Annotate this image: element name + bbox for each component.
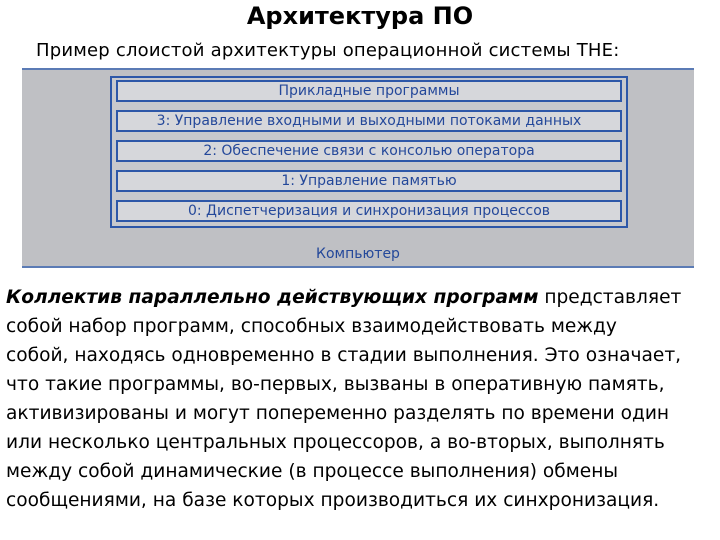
paragraph-line-6: или несколько центральных процессоров, а во-вторых, выполнять bbox=[6, 432, 665, 453]
paragraph-line-7: между собой динамические (в процессе выполнения) обмены bbox=[6, 461, 619, 482]
emphasized-term: Коллектив параллельно действующих программ bbox=[6, 287, 539, 308]
paragraph-line-8: сообщениями, на базе которых производиться их синхронизация. bbox=[6, 490, 660, 511]
layer-3-io-streams: 3: Управление входными и выходными потоками данных bbox=[116, 110, 622, 132]
slide-subtitle: Пример слоистой архитектуры операционной системы THE: bbox=[36, 40, 620, 61]
paragraph-line-5: активизированы и могут попеременно разделять по времени один bbox=[6, 403, 670, 424]
layer-0-process-scheduling: 0: Диспетчеризация и синхронизация процессов bbox=[116, 200, 622, 222]
layer-2-operator-console: 2: Обеспечение связи с консолью оператора bbox=[116, 140, 622, 162]
body-paragraph bbox=[6, 283, 718, 515]
layer-1-memory-management: 1: Управление памятью bbox=[116, 170, 622, 192]
paragraph-line-2: собой набор программ, способных взаимодействовать между bbox=[6, 316, 617, 337]
layer-application-programs: Прикладные программы bbox=[116, 80, 622, 102]
paragraph-line-3: собой, находясь одновременно в стадии выполнения. Это означает, bbox=[6, 345, 682, 366]
paragraph-line-1: представляет bbox=[538, 287, 682, 308]
os-layer-stack bbox=[110, 76, 628, 228]
layer-computer-hardware: Компьютер bbox=[316, 246, 400, 262]
the-architecture-diagram bbox=[22, 68, 694, 268]
slide-title: Архитектура ПО bbox=[246, 2, 474, 30]
paragraph-line-4: что такие программы, во-первых, вызваны в оперативную память, bbox=[6, 374, 665, 395]
